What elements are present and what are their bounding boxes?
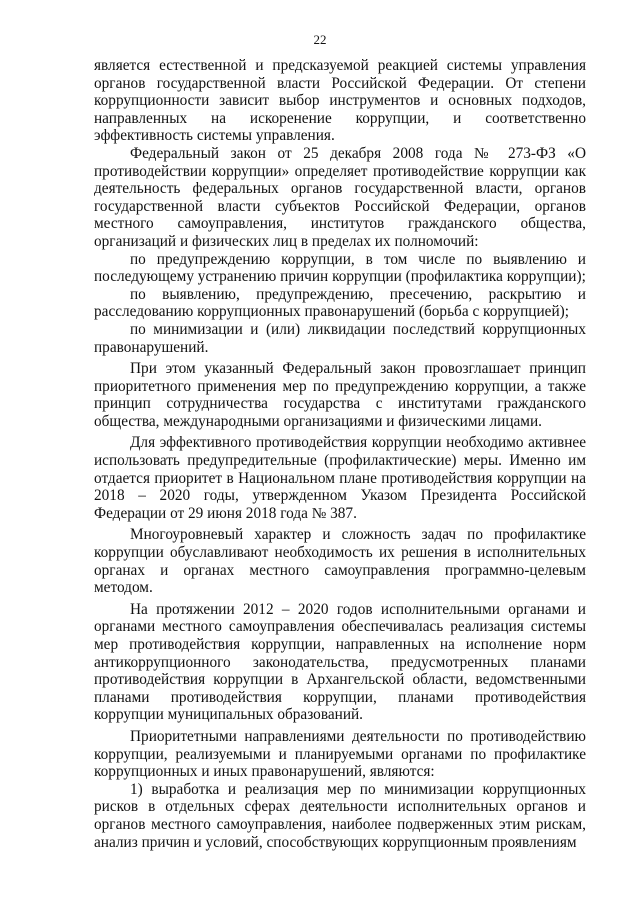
- paragraph-10: Приоритетными направлениями деятельности по противодействию коррупции, реализуемыми и планируемыми органами по профилактике коррупционных и иных правонарушений, являются:: [94, 727, 586, 781]
- paragraph-5: по минимизации и (или) ликвидации последствий коррупционных правонарушений.: [94, 320, 586, 356]
- paragraph-2: Федеральный закон от 25 декабря 2008 года № 273-ФЗ «О противодействии коррупции» определяет противодействие коррупции как деятельность федеральных органов государственной власти, органов государственной власти субъектов Российской Федерации, органов местного самоуправления, институтов гражданского общества, организаций и физических лиц в пределах их полномочий:: [94, 144, 586, 250]
- document-body: [94, 57, 586, 851]
- paragraph-7: Для эффективного противодействия коррупции необходимо активнее использовать предупредительные (профилактические) меры. Именно им отдается приоритет в Национальном плане противодействия коррупции на 2018 – 2020 годы, утвержденном Указом Президента Российской Федерации от 29 июня 2018 года № 387.: [94, 434, 586, 522]
- page-number: 22: [313, 32, 327, 47]
- paragraph-9: На протяжении 2012 – 2020 годов исполнительными органами и органами местного самоуправления обеспечивалась реализация системы мер противодействия коррупции, направленных на исполнение норм антикоррупционного законодательства, предусмотренных планами противодействия коррупции в Архангельской области, ведомственными планами противодействия коррупции, планами противодействия коррупции муниципальных образований.: [94, 600, 586, 724]
- paragraph-11: 1) выработка и реализация мер по минимизации коррупционных рисков в отдельных сферах деятельности исполнительных органов и органов местного самоуправления, наиболее подверженных этим рискам, анализ причин и условий, способствующих коррупционным проявлениям: [94, 780, 586, 851]
- paragraph-1: является естественной и предсказуемой реакцией системы управления органов государственной власти Российской Федерации. От степени коррупционности зависит выбор инструментов и основных подходов, направленных на искоренение коррупции, и соответственно эффективность системы управления.: [94, 57, 586, 145]
- paragraph-6: При этом указанный Федеральный закон провозглашает принцип приоритетного применения мер по предупреждению коррупции, а также принцип сотрудничества государства с институтами гражданского общества, международными организациями и физическими лицами.: [94, 360, 586, 430]
- paragraph-4: по выявлению, предупреждению, пресечению, раскрытию и расследованию коррупционных правонарушений (борьба с коррупцией);: [94, 285, 586, 321]
- paragraph-8: Многоуровневый характер и сложность задач по профилактике коррупции обуславливают необходимость их решения в исполнительных органах и органах местного самоуправления программно-целевым методом.: [94, 526, 586, 597]
- paragraph-3: по предупреждению коррупции, в том числе по выявлению и последующему устранению причин коррупции (профилактика коррупции);: [94, 250, 586, 286]
